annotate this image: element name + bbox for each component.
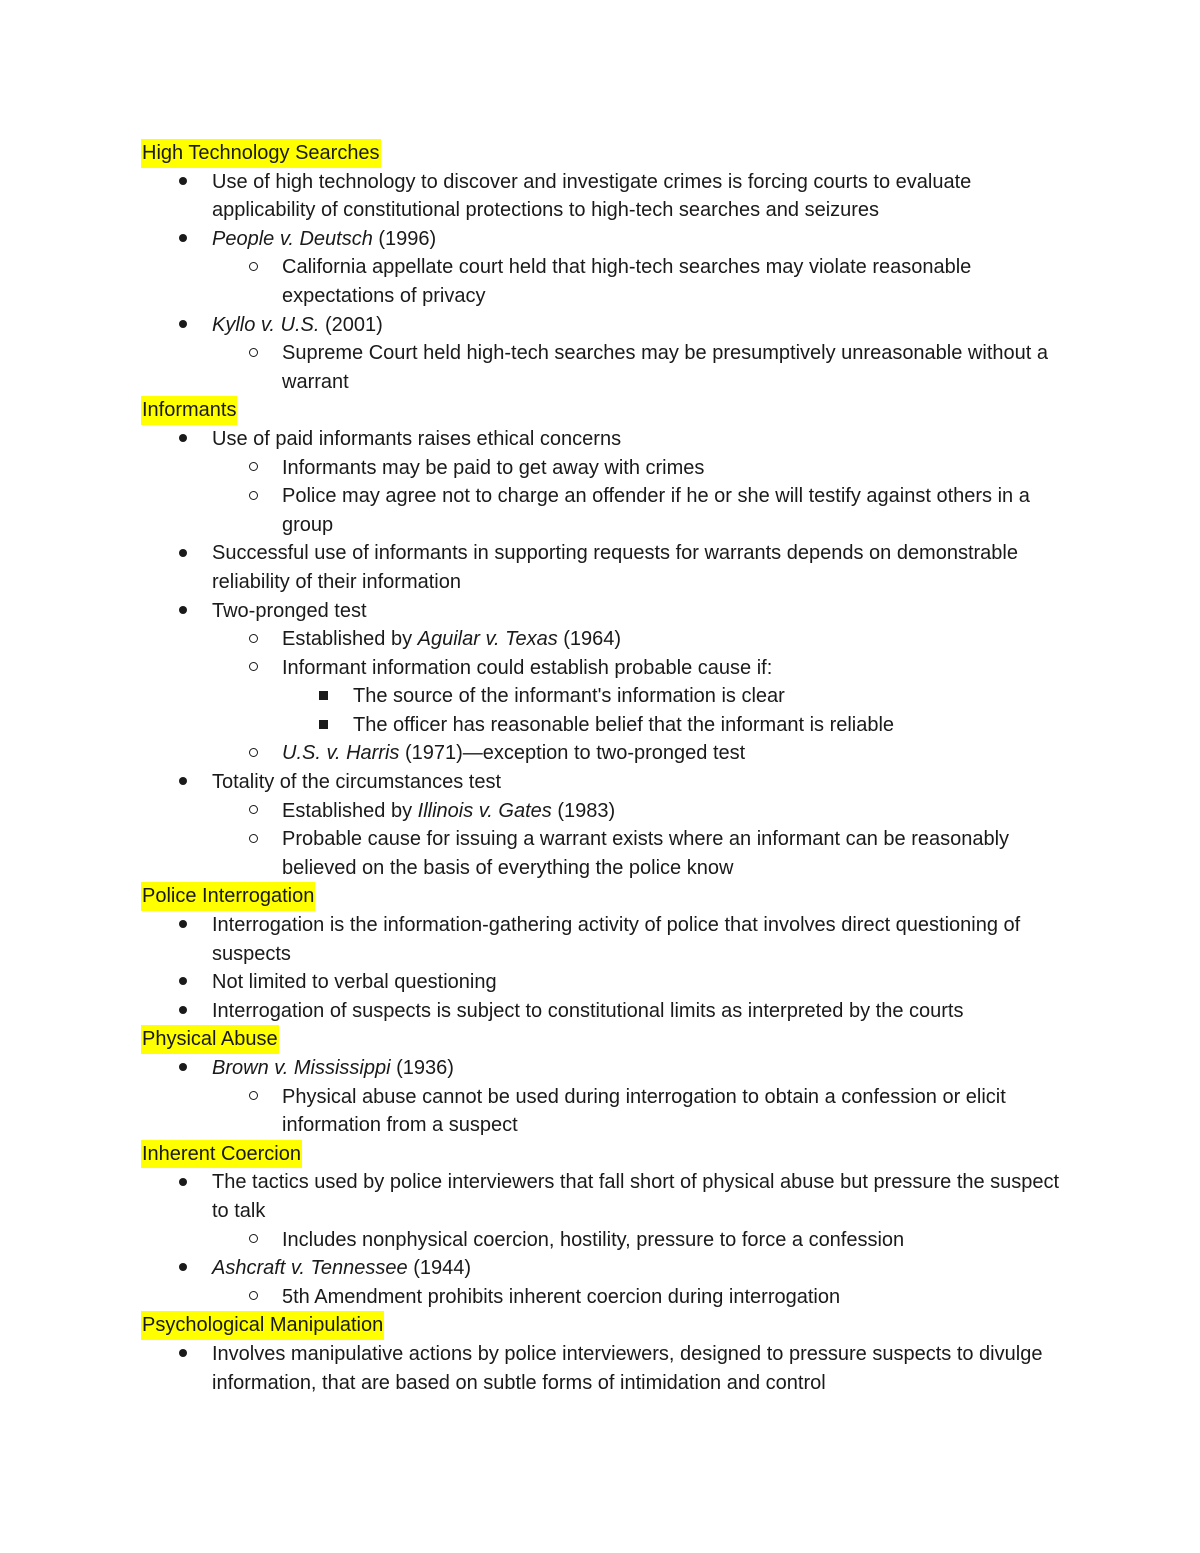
item-text: The officer has reasonable belief that the informant is reliable — [353, 713, 895, 736]
item-text: Not limited to verbal questioning — [212, 971, 497, 994]
section-heading: Inherent Coercion — [141, 1140, 302, 1169]
item-text: Interrogation is the information-gathering activity of police that involves direct questioning of suspects — [212, 914, 1021, 965]
bullet-filled-circle-icon — [179, 225, 187, 254]
bullet-hollow-circle-icon — [249, 625, 258, 654]
case-citation: Brown v. Mississippi — [212, 1057, 391, 1079]
list-item — [141, 1054, 1071, 1083]
bullet-hollow-circle-icon — [249, 654, 258, 683]
item-text: (1944) — [407, 1257, 472, 1280]
list-item — [141, 597, 1071, 626]
item-text: (1936) — [390, 1057, 454, 1079]
list-item — [141, 968, 1071, 997]
item-text: Use of high technology to discover and investigate crimes is forcing courts to evaluate applicability of constitutional protections to high-tech searches and seizures — [212, 170, 972, 222]
bullet-hollow-circle-icon — [249, 1083, 258, 1112]
list-item — [141, 911, 1071, 968]
bullet-hollow-circle-icon — [249, 825, 258, 854]
item-text: (1996) — [372, 227, 437, 250]
list-item — [141, 1340, 1071, 1397]
item-text: Probable cause for issuing a warrant exists where an informant can be reasonably believed on the basis of everything the police know — [282, 828, 1010, 879]
bullet-filled-circle-icon — [179, 1340, 187, 1369]
bullet-filled-circle-icon — [179, 168, 187, 197]
bullet-filled-circle-icon — [179, 539, 187, 568]
list-item — [141, 768, 1071, 797]
item-text: Totality of the circumstances test — [212, 771, 502, 794]
bullet-filled-circle-icon — [179, 1054, 187, 1083]
bullet-hollow-circle-icon — [249, 1226, 258, 1255]
bullet-list — [141, 1340, 1071, 1397]
bullet-hollow-circle-icon — [249, 482, 258, 511]
item-text: Informant information could establish probable cause if: — [282, 656, 773, 679]
section-heading: Informants — [141, 396, 237, 425]
list-item — [141, 339, 1071, 396]
list-item — [141, 168, 1071, 225]
document-page — [141, 139, 1071, 1397]
bullet-hollow-circle-icon — [249, 797, 258, 826]
list-item — [141, 311, 1071, 340]
bullet-list — [141, 1054, 1071, 1140]
section-heading: High Technology Searches — [141, 139, 381, 168]
bullet-hollow-circle-icon — [249, 339, 258, 368]
bullet-filled-circle-icon — [179, 1254, 187, 1283]
bullet-filled-circle-icon — [179, 997, 187, 1026]
item-text: (1983) — [551, 799, 616, 822]
bullet-list — [141, 168, 1071, 397]
list-item — [141, 539, 1071, 596]
list-item — [141, 711, 1071, 740]
item-text: 5th Amendment prohibits inherent coercion during interrogation — [282, 1285, 841, 1308]
item-text: (2001) — [319, 313, 383, 336]
list-item — [141, 739, 1071, 768]
list-item — [141, 625, 1071, 654]
list-item — [141, 225, 1071, 254]
list-item — [141, 425, 1071, 454]
item-text: (1971)—exception to two-pronged test — [399, 742, 746, 765]
item-text: Established by — [282, 628, 418, 651]
bullet-hollow-circle-icon — [249, 454, 258, 483]
list-item — [141, 1083, 1071, 1140]
item-text: The tactics used by police interviewers that fall short of physical abuse but pressure the suspect to talk — [212, 1171, 1060, 1222]
bullet-hollow-circle-icon — [249, 1283, 258, 1312]
section — [141, 139, 1071, 396]
bullet-filled-circle-icon — [179, 968, 187, 997]
case-citation: People v. Deutsch — [212, 227, 373, 250]
item-text: (1964) — [557, 628, 622, 651]
item-text: Physical abuse cannot be used during interrogation to obtain a confession or elicit information from a suspect — [282, 1085, 1006, 1137]
bullet-filled-square-icon — [319, 682, 328, 711]
list-item — [141, 1168, 1071, 1225]
bullet-filled-circle-icon — [179, 768, 187, 797]
list-item — [141, 654, 1071, 683]
bullet-filled-circle-icon — [179, 597, 187, 626]
item-text: California appellate court held that high-tech searches may violate reasonable expectations of privacy — [282, 256, 972, 307]
bullet-filled-square-icon — [319, 711, 328, 740]
bullet-hollow-circle-icon — [249, 739, 258, 768]
bullet-list — [141, 1168, 1071, 1311]
list-item — [141, 797, 1071, 826]
item-text: Informants may be paid to get away with crimes — [282, 456, 705, 479]
item-text: Involves manipulative actions by police interviewers, designed to pressure suspects to divulge information, that are based on subtle forms of intimidation and control — [212, 1342, 1043, 1394]
item-text: Police may agree not to charge an offender if he or she will testify against others in a group — [282, 485, 1030, 536]
item-text: Includes nonphysical coercion, hostility, pressure to force a confession — [282, 1228, 905, 1251]
list-item — [141, 1254, 1071, 1283]
case-citation: Illinois v. Gates — [417, 799, 552, 822]
bullet-filled-circle-icon — [179, 911, 187, 940]
item-text: Successful use of informants in supporting requests for warrants depends on demonstrable reliability of their information — [212, 542, 1018, 593]
list-item — [141, 1283, 1071, 1312]
list-item — [141, 1226, 1071, 1255]
case-citation: Kyllo v. U.S. — [212, 313, 320, 336]
section — [141, 1140, 1071, 1312]
list-item — [141, 454, 1071, 483]
list-item — [141, 482, 1071, 539]
item-text: Interrogation of suspects is subject to constitutional limits as interpreted by the courts — [212, 999, 964, 1022]
list-item — [141, 825, 1071, 882]
bullet-list — [141, 911, 1071, 1025]
case-citation: Aguilar v. Texas — [417, 628, 558, 651]
item-text: Established by — [282, 799, 418, 822]
item-text: Supreme Court held high-tech searches may be presumptively unreasonable without a warrant — [282, 342, 1048, 393]
section-heading: Psychological Manipulation — [141, 1311, 384, 1340]
bullet-hollow-circle-icon — [249, 253, 258, 282]
list-item — [141, 253, 1071, 310]
list-item — [141, 682, 1071, 711]
item-text: Two-pronged test — [212, 599, 367, 622]
item-text: Use of paid informants raises ethical concerns — [212, 427, 622, 450]
item-text: The source of the informant's information is clear — [353, 685, 785, 708]
case-citation: U.S. v. Harris — [282, 742, 400, 765]
section — [141, 1025, 1071, 1139]
section-heading: Physical Abuse — [141, 1025, 279, 1054]
bullet-filled-circle-icon — [179, 311, 187, 340]
section — [141, 882, 1071, 1025]
case-citation: Ashcraft v. Tennessee — [212, 1257, 408, 1280]
section — [141, 1311, 1071, 1397]
section — [141, 396, 1071, 882]
bullet-filled-circle-icon — [179, 1168, 187, 1197]
bullet-filled-circle-icon — [179, 425, 187, 454]
list-item — [141, 997, 1071, 1026]
section-heading: Police Interrogation — [141, 882, 315, 911]
bullet-list — [141, 425, 1071, 883]
